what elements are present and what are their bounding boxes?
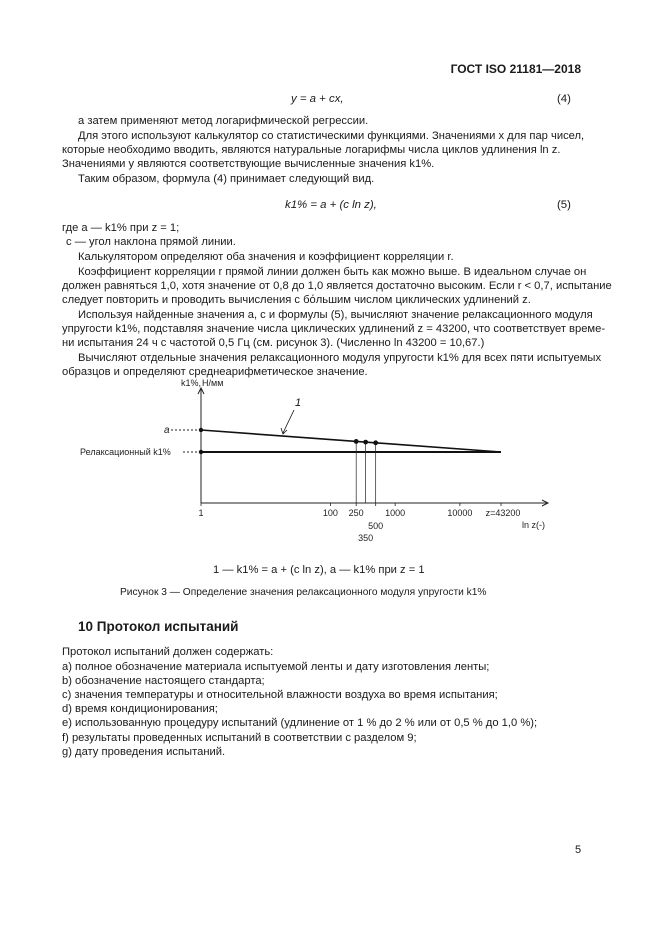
x-tick-label: 500 (368, 521, 384, 531)
x-tick-label: 10000 (447, 508, 473, 518)
y-axis-label: k1%, (181, 378, 202, 388)
para-coef-line2: должен равняться 1,0, хотя значение от 0,8 до 1,0 является достаточно высоким. Если r < 0,7, испытание (62, 280, 612, 292)
y-label-a: a (164, 425, 170, 436)
para-calculator-line1-text: Для этого используют калькулятор со статистическими функциями. Значениями x для пар чисел, (78, 130, 585, 142)
equation-4: y = a + cx, (291, 93, 344, 105)
series-line-regression (201, 430, 501, 452)
protocol-item-g: g) дату проведения испытаний. (62, 746, 226, 758)
marker-a (199, 428, 203, 432)
where-c: c — угол наклона прямой линии. (66, 236, 236, 248)
where-a: где a — k1% при z = 1; (62, 222, 180, 234)
x-tick-label-350: 350 (358, 533, 374, 543)
protocol-item-a: a) полное обозначение материала испытуемой ленты и дату изготовления ленты; (62, 661, 490, 673)
marker-relax (199, 450, 203, 454)
section-10-title: 10 Протокол испытаний (78, 619, 239, 634)
x-tick-label: 1000 (385, 508, 406, 518)
para-coef-line1: Коэффициент корреляции r прямой линии должен быть как можно выше. В идеальном случае он (78, 266, 587, 278)
para-average-line2: образцов и определяют среднеарифметическое значение. (62, 366, 368, 378)
para-calculator-line3: Значениями y являются соответствующие вычисленные значения k1%. (62, 158, 435, 170)
x-axis-label: ln z(-) (522, 520, 545, 530)
para-coef-line3: следует повторить и проводить вычисления с бόльшим числом циклических удлинений z. (62, 294, 531, 306)
para-values-line3: ни испытания 24 ч с частотой 0,5 Гц (см. рисунок 3). (Численно ln 43200 = 10,67.) (62, 337, 485, 349)
para-calculator-line2: которые необходимо вводить, являются натуральные логарифмы числа циклов удлинения ln z. (62, 144, 561, 156)
figure-caption: Рисунок 3 — Определение значения релаксационного модуля упругости k1% (120, 587, 487, 598)
protocol-item-d: d) время кондиционирования; (62, 703, 218, 715)
protocol-item-b: b) обозначение настоящего стандарта; (62, 675, 265, 687)
para-values-line1: Используя найденные значения a, c и формулы (5), вычисляют значение релаксационного модуля (78, 309, 593, 321)
equation-4-number: (4) (557, 93, 571, 105)
data-point (363, 440, 368, 445)
equation-5: k1% = a + (c ln z), (285, 199, 377, 211)
para-values-line2: упругости k1%, подставляя значение числа циклических удлинений z = 43200, что соответствует време- (62, 323, 606, 335)
y-label-relax: Релаксационный k1% (80, 447, 171, 457)
section-10-intro: Протокол испытаний должен содержать: (62, 646, 274, 658)
x-tick-label: 100 (322, 508, 338, 518)
curve-label: 1 (295, 397, 302, 409)
y-axis-unit: Н/мм (202, 378, 224, 388)
data-point (373, 440, 378, 445)
equation-5-number: (5) (557, 199, 571, 211)
data-point (354, 439, 359, 444)
para-correlation: Калькулятором определяют оба значения и коэффициент корреляции r. (78, 251, 454, 263)
protocol-item-c: c) значения температуры и относительной влажности воздуха во время испытания; (62, 689, 498, 701)
x-tick-label: 250 (348, 508, 364, 518)
page-number: 5 (575, 844, 582, 856)
figure-legend: 1 — k1% = a + (c ln z), a — k1% при z = 1 (213, 564, 425, 576)
x-tick-label: 1 (198, 508, 204, 518)
para-regression: а затем применяют метод логарифмической регрессии. (78, 115, 369, 127)
para-formula-intro: Таким образом, формула (4) принимает следующий вид. (78, 173, 375, 185)
x-tick-label: z=43200 (485, 508, 521, 518)
para-average-line1: Вычисляют отдельные значения релаксационного модуля упругости k1% для всех пяти испытуемых (78, 352, 602, 364)
protocol-item-f: f) результаты проведенных испытаний в соответствии с разделом 9; (62, 732, 417, 744)
standard-header: ГОСТ ISO 21181—2018 (450, 62, 581, 76)
protocol-item-e: e) использованную процедуру испытаний (удлинение от 1 % до 2 % или от 0,5 % до 1,0 %); (62, 717, 538, 729)
curve-label-pointer (283, 410, 294, 433)
